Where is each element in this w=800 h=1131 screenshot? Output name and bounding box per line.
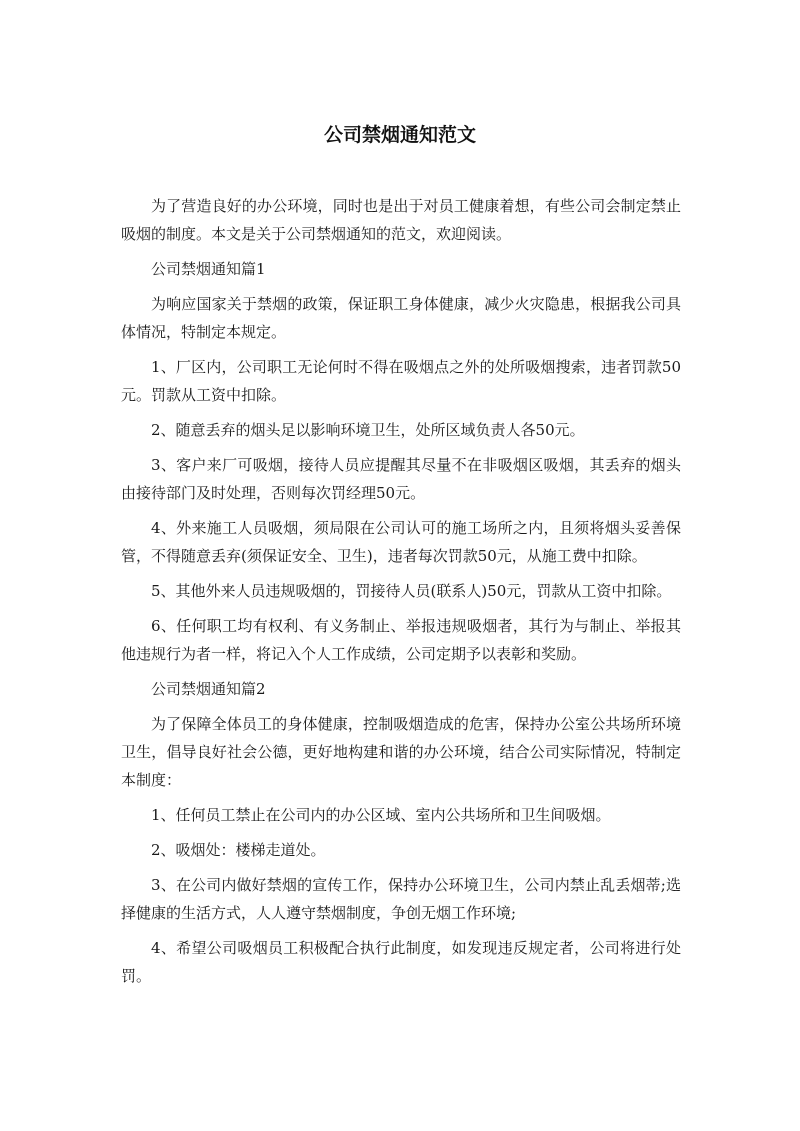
section-1-heading: 公司禁烟通知篇1 <box>151 260 266 278</box>
section-1-item-1: 1、厂区内，公司职工无论何时不得在吸烟点之外的处所吸烟搜索，违者罚款50元。罚款从工资中扣除。 <box>121 358 681 404</box>
section-1-lead: 为响应国家关于禁烟的政策，保证职工身体健康，减少火灾隐患，根据我公司具体情况，特制定本规定。 <box>121 295 681 341</box>
intro-paragraph: 为了营造良好的办公环境，同时也是出于对员工健康着想，有些公司会制定禁止吸烟的制度。本文是关于公司禁烟通知的范文，欢迎阅读。 <box>121 197 681 243</box>
section-1-item-4: 4、外来施工人员吸烟，须局限在公司认可的施工场所之内，且须将烟头妥善保管，不得随意丢弃(须保证安全、卫生)，违者每次罚款50元，从施工费中扣除。 <box>121 519 681 565</box>
section-1-item-6: 6、任何职工均有权利、有义务制止、举报违规吸烟者，其行为与制止、举报其他违规行为者一样，将记入个人工作成绩，公司定期予以表彰和奖励。 <box>121 617 681 663</box>
document-body <box>121 192 681 997</box>
section-2-item-3: 3、在公司内做好禁烟的宣传工作，保持办公环境卫生，公司内禁止乱丢烟蒂;选择健康的生活方式，人人遵守禁烟制度，争创无烟工作环境; <box>121 876 681 922</box>
section-1-item-3: 3、客户来厂可吸烟，接待人员应提醒其尽量不在非吸烟区吸烟，其丢弃的烟头由接待部门及时处理，否则每次罚经理50元。 <box>121 456 681 502</box>
section-1-item-2: 2、随意丢弃的烟头足以影响环境卫生，处所区域负责人各50元。 <box>151 421 585 439</box>
section-1-item-5: 5、其他外来人员违规吸烟的，罚接待人员(联系人)50元，罚款从工资中扣除。 <box>151 582 672 600</box>
section-2-heading: 公司禁烟通知篇2 <box>151 680 266 698</box>
section-2-item-4: 4、希望公司吸烟员工积极配合执行此制度，如发现违反规定者，公司将进行处罚。 <box>121 939 681 985</box>
section-2-lead: 为了保障全体员工的身体健康，控制吸烟造成的危害，保持办公室公共场所环境卫生，倡导良好社会公德，更好地构建和谐的办公环境，结合公司实际情况，特制定本制度： <box>121 715 681 789</box>
document-title: 公司禁烟通知范文 <box>323 124 476 146</box>
section-2-item-1: 1、任何员工禁止在公司内的办公区域、室内公共场所和卫生间吸烟。 <box>151 806 611 824</box>
section-2-item-2: 2、吸烟处：楼梯走道处。 <box>151 841 326 859</box>
